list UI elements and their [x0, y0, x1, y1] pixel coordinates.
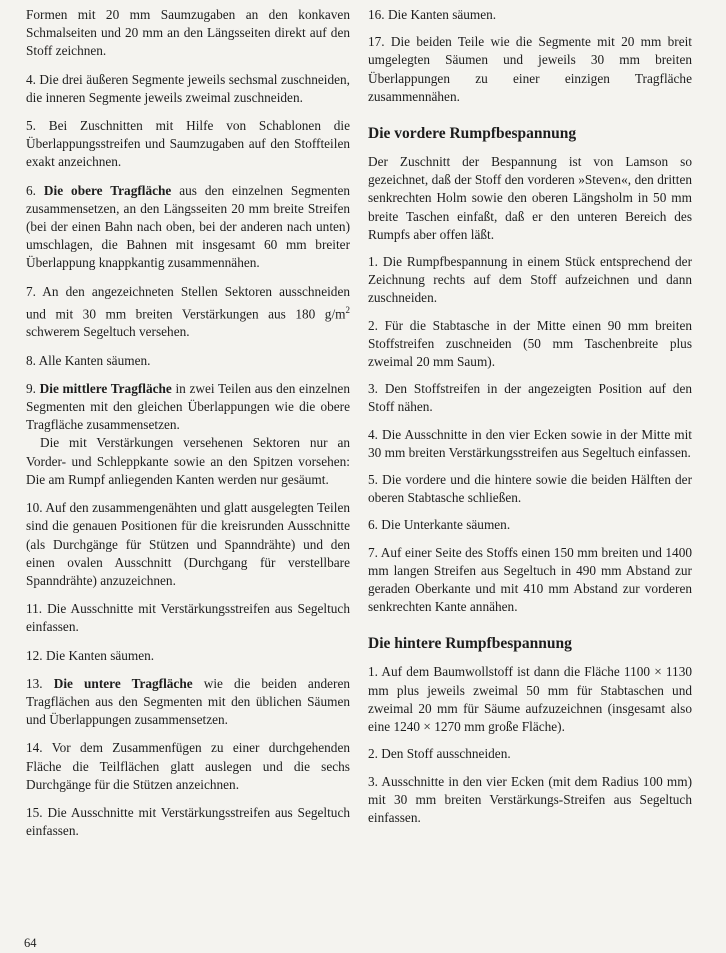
- paragraph: 11. Die Ausschnitte mit Verstärkungsstreifen aus Segeltuch einfassen.: [26, 601, 350, 635]
- paragraph-continuation: Die mit Verstärkungen versehenen Sektoren nur an Vorder- und Schleppkante sowie an den Spitzen vorsehen: Die am Rumpf anliegenden Kanten werden nur gesäumt.: [26, 435, 350, 487]
- paragraph: [26, 380, 350, 435]
- right-column: [368, 6, 692, 836]
- paragraph: [26, 182, 350, 273]
- paragraph: 14. Vor dem Zusammenfügen zu einer durchgehenden Fläche die Teilflächen glatt auslegen und die sechs Durchgänge für die Stützen anzeichnen.: [26, 740, 350, 792]
- step-number: 13.: [26, 675, 54, 691]
- step-text: wie die beiden anderen Tragflächen aus den Segmenten mit den üblichen Säumen und Überlappungen zusammensetzen.: [26, 675, 351, 728]
- section-term: Die obere Tragfläche: [43, 182, 172, 198]
- paragraph: 2. Für die Stabtasche in der Mitte einen 90 mm breiten Stoffstreifen zuschneiden (50 mm Taschenbreite plus zweimal 20 mm Saum).: [368, 317, 692, 370]
- section-term: Die untere Tragfläche: [53, 675, 193, 691]
- paragraph: 10. Auf den zusammengenähten und glatt ausgelegten Teilen sind die genauen Positionen für die kreisrunden Ausschnitte (als Durchgänge für Stützen und Spanndrähte) und den einen ovalen Ausschnitt (Durchgang für verstellbare Spanndrähte) anzuzeichnen.: [26, 500, 350, 588]
- paragraph: Formen mit 20 mm Saumzugaben an den konkaven Schmalseiten und 20 mm an den Längsseiten direkt auf den Stoff zeichnen.: [26, 7, 350, 59]
- paragraph: 3. Ausschnitte in den vier Ecken (mit dem Radius 100 mm) mit 30 mm breiten Verstärkungs-Streifen aus Segeltuch einfassen.: [368, 773, 692, 825]
- paragraph: 15. Die Ausschnitte mit Verstärkungsstreifen aus Segeltuch einfassen.: [26, 804, 350, 839]
- paragraph: Der Zuschnitt der Bespannung ist von Lamson so gezeichnet, daß der Stoff den vorderen »Steven«, den dritten senkrechten Holm sowie den oberen Längsholm in 50 mm breite Taschen einfaßt, daß er den unteren Bereich des Rumpfs aber offen läßt.: [368, 154, 692, 242]
- paragraph: 5. Bei Zuschnitten mit Hilfe von Schablonen die Überlappungsstreifen und Saumzugaben auf den Stoffteilen exakt anzeichnen.: [26, 118, 350, 170]
- step-text: schwerem Segeltuch versehen.: [26, 324, 190, 340]
- paragraph: 1. Auf dem Baumwollstoff ist dann die Fläche 1100 × 1130 mm plus jeweils zweimal 50 mm für Stabtaschen und zweimal 20 mm für Säume aufzuzeichnen (insgesamt also eine 1240 × 1270 mm große Fläche).: [368, 664, 692, 735]
- section-term: Die mittlere Tragfläche: [39, 380, 172, 396]
- step-number: 6.: [26, 182, 44, 198]
- step-text: 7. An den angezeichneten Stellen Sektoren ausschneiden und mit 30 mm breiten Verstärkungen aus 180 g/m: [26, 283, 350, 322]
- paragraph: [26, 283, 350, 342]
- paragraph: 3. Den Stoffstreifen in der angezeigten Position auf den Stoff nähen.: [368, 381, 692, 415]
- section-heading: Die hintere Rumpfbespannung: [368, 635, 572, 653]
- paragraph: 4. Die Ausschnitte in den vier Ecken sowie in der Mitte mit 30 mm breiten Verstärkungsstreifen aus Segeltuch einfassen.: [368, 426, 692, 460]
- paragraph: 1. Die Rumpfbespannung in einem Stück entsprechend der Zeichnung rechts auf dem Stoff aufzeichnen und dann zuschneiden.: [368, 254, 692, 306]
- step-number: 9.: [26, 380, 40, 396]
- paragraph: 2. Den Stoff ausschneiden.: [368, 746, 511, 762]
- paragraph: 17. Die beiden Teile wie die Segmente mit 20 mm breit umgelegten Säumen und jeweils 30 mm breiten Überlappungen zu einer einzigen Tragfläche zusammennähen.: [368, 34, 692, 104]
- left-column: [26, 6, 350, 850]
- step-text: in zwei Teilen aus den einzelnen Segmenten mit den gleichen Überlappungen wie die obere Tragfläche zusammensetzen.: [26, 380, 350, 433]
- step-text: aus den einzelnen Segmenten zusammensetzen, an den Längsseiten 20 mm breite Streifen (bei der einen Bahn nach oben, bei der anderen nach unten) umschlagen, die Bahnen mit insgesamt 60 mm breiter Überlappung knappkantig zusammennähen.: [26, 182, 351, 271]
- paragraph: [26, 675, 350, 730]
- paragraph: 4. Die drei äußeren Segmente jeweils sechsmal zuschneiden, die inneren Segmente jeweils zweimal zuschneiden.: [26, 71, 350, 105]
- paragraph: 5. Die vordere und die hintere sowie die beiden Hälften der oberen Stabtasche schließen.: [368, 472, 692, 506]
- paragraph: 8. Alle Kanten säumen.: [26, 352, 151, 368]
- paragraph: 16. Die Kanten säumen.: [368, 7, 497, 22]
- section-heading: Die vordere Rumpfbespannung: [368, 125, 577, 143]
- paragraph: 6. Die Unterkante säumen.: [368, 517, 511, 533]
- superscript: 2: [345, 304, 350, 315]
- page-number: 64: [24, 936, 37, 950]
- paragraph: 12. Die Kanten säumen.: [26, 647, 155, 663]
- paragraph: 7. Auf einer Seite des Stoffs einen 150 mm breiten und 1400 mm langen Streifen aus Segeltuch in 490 mm Abstand zur geraden Oberkante und mit 410 mm Abstand zur vorderen senkrechten Kante annähen.: [368, 544, 692, 615]
